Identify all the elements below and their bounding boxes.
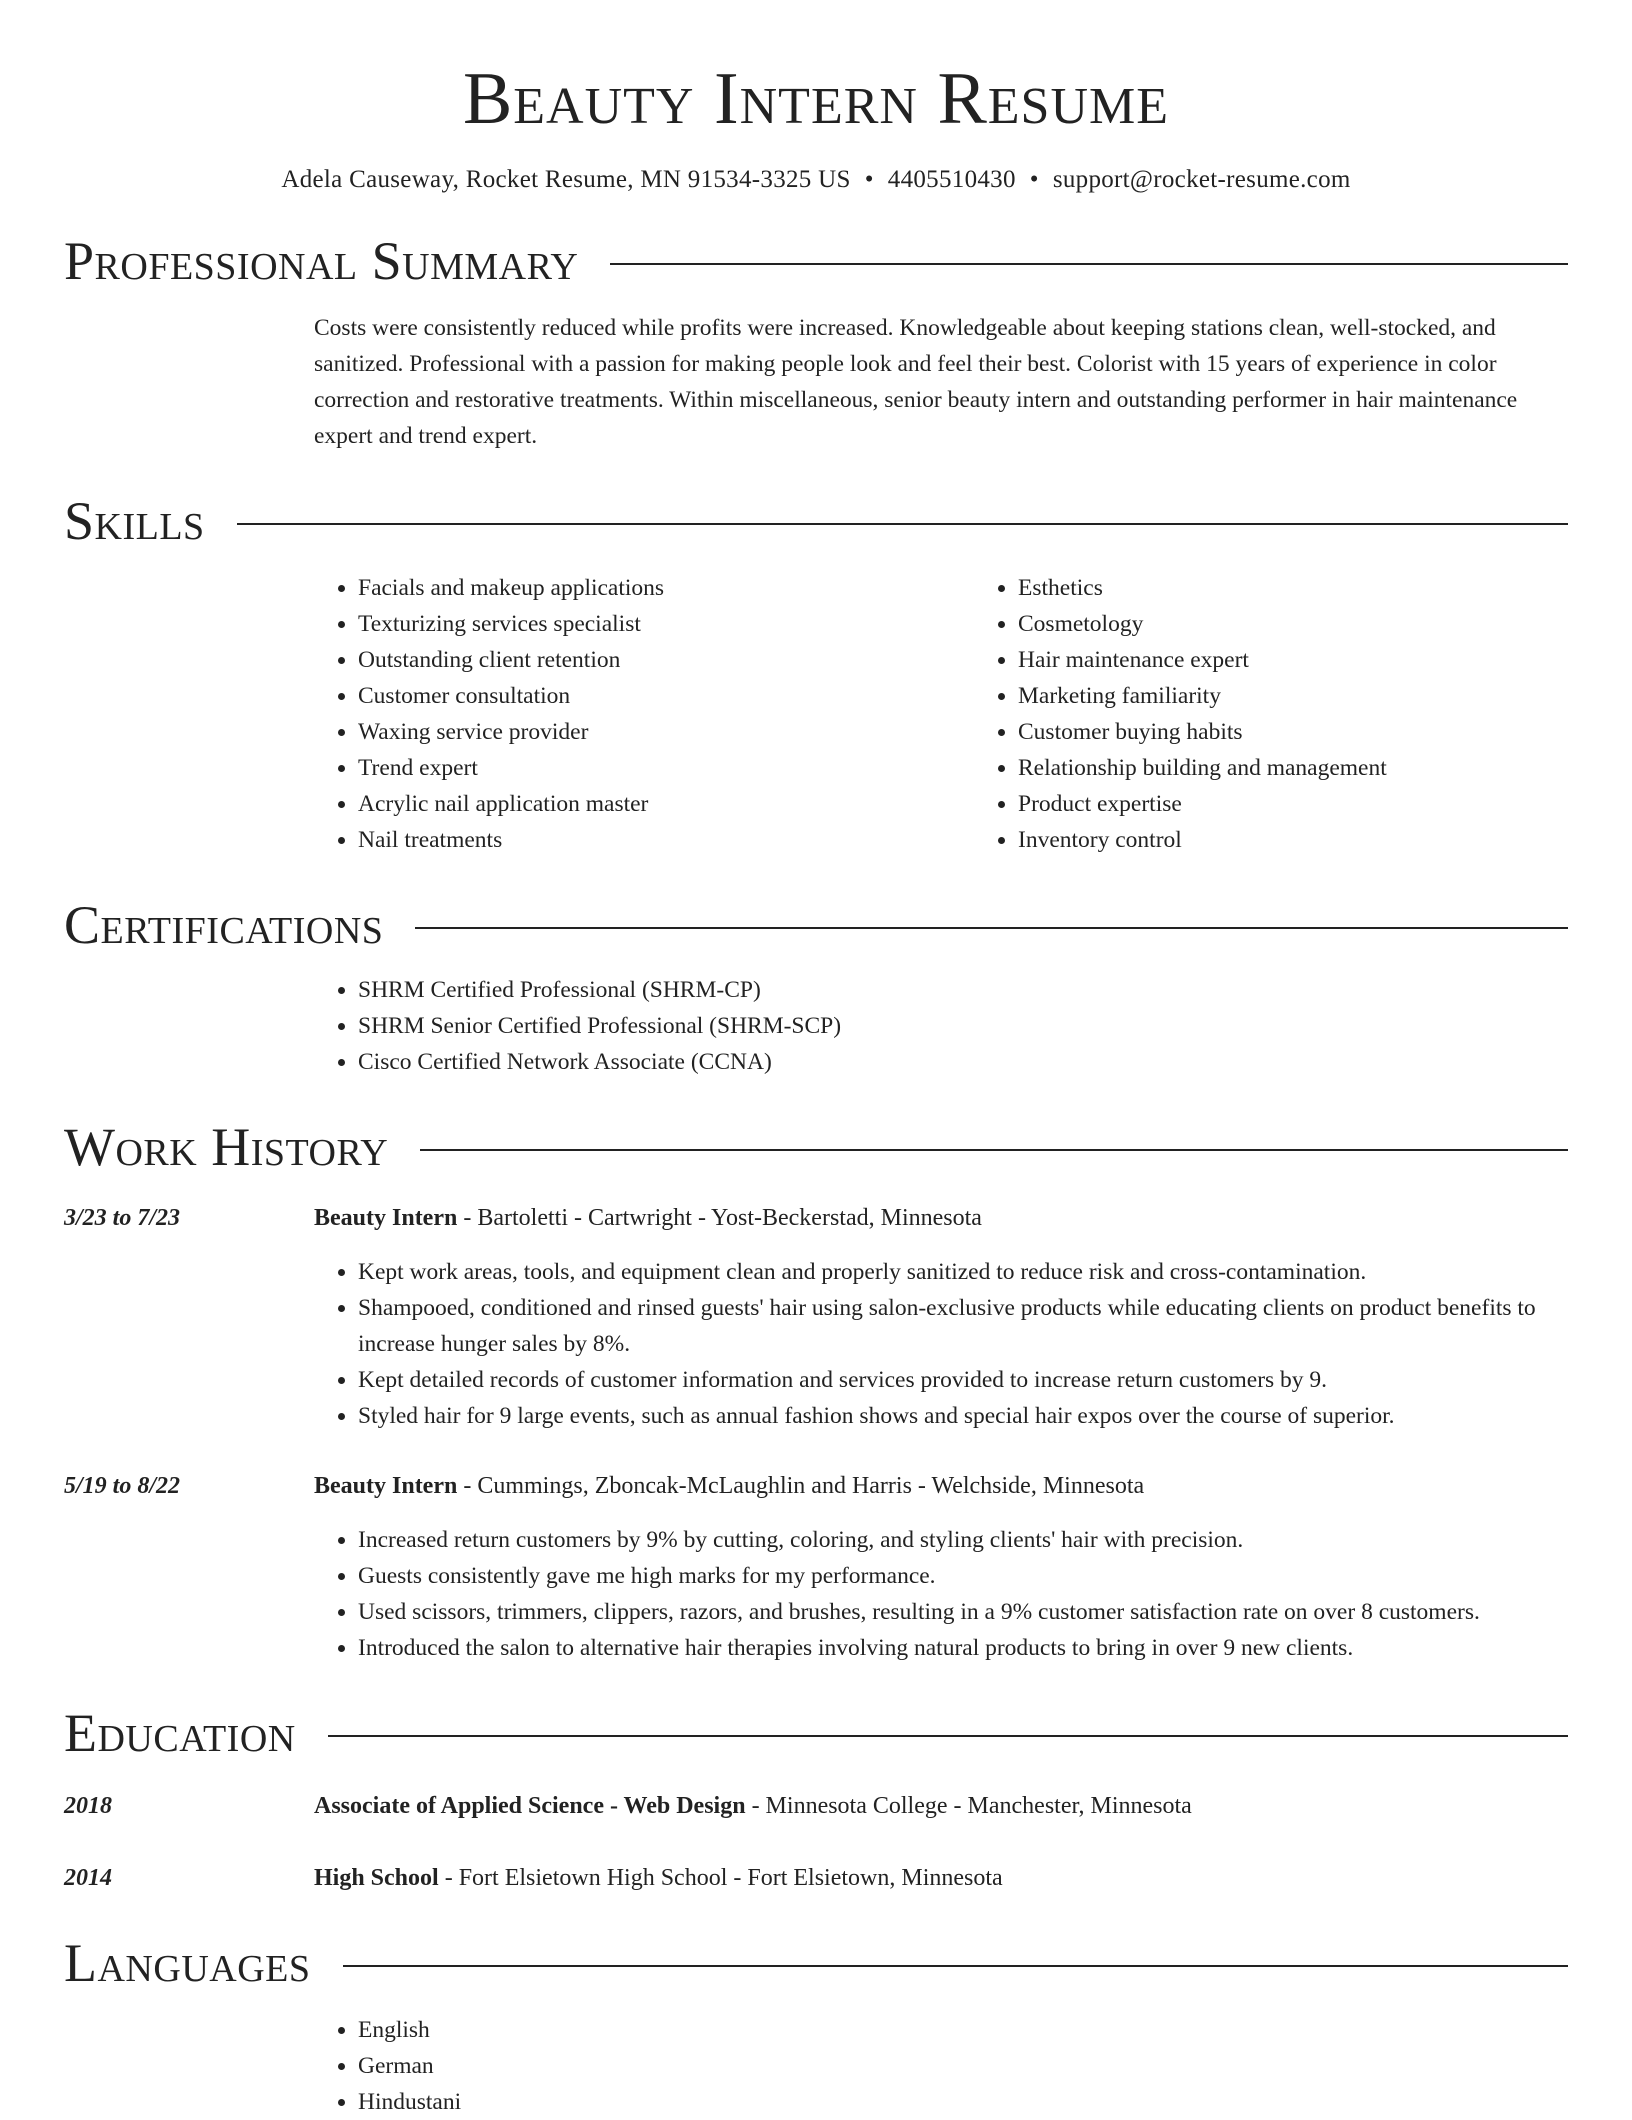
language-item: • Hindustani (358, 2084, 1558, 2120)
skill-item: • Cosmetology (1018, 606, 1632, 642)
certifications-list (314, 972, 1558, 1080)
certification-item: • Cisco Certified Network Associate (CCNA) (358, 1044, 1558, 1080)
section-divider (415, 927, 1568, 929)
section-divider (610, 263, 1568, 265)
contact-email: support@rocket-resume.com (1052, 166, 1351, 193)
job-bullet: • Shampooed, conditioned and rinsed guests' hair using salon-exclusive products while educating clients on product benefits to increase hunger sales by 8%. (358, 1290, 1558, 1362)
job-bullet: • Introduced the salon to alternative hair therapies involving natural products to bring in over 9 new clients. (358, 1630, 1558, 1666)
job-bullets (270, 1254, 1558, 1434)
job-bullet: • Kept work areas, tools, and equipment clean and properly sanitized to reduce risk and cross-contamination. (358, 1254, 1558, 1290)
job-employer: - Bartoletti - Cartwright - Yost-Beckerstad, Minnesota (457, 1205, 982, 1231)
job-title: Beauty Intern (314, 1473, 458, 1499)
skill-item: • Nail treatments (358, 822, 974, 858)
skill-item: • Customer consultation (358, 678, 974, 714)
skills-column-left (314, 570, 974, 858)
skill-item: • Trend expert (358, 750, 974, 786)
summary-text: Costs were consistently reduced while profits were increased. Knowledgeable about keeping stations clean, well-stocked, and sanitized. Professional with a passion for making people look and feel their best. Colorist with 15 years of experience in color correction and restorative treatments. Within miscellaneous, senior beauty intern and outstanding performer in hair maintenance expert and trend expert. (314, 315, 1518, 449)
skill-item: • Product expertise (1018, 786, 1632, 822)
skill-item: • Marketing familiarity (1018, 678, 1632, 714)
certification-item: • SHRM Senior Certified Professional (SHRM-SCP) (358, 1008, 1558, 1044)
education-entry (64, 1788, 1568, 1824)
education-entry (64, 1860, 1568, 1896)
skill-item: • Inventory control (1018, 822, 1632, 858)
skill-item: • Relationship building and management (1018, 750, 1632, 786)
work-history-list (64, 1200, 1568, 1666)
job-entry (64, 1200, 1568, 1434)
job-heading (314, 1468, 1558, 1504)
job-heading (314, 1200, 1558, 1236)
skill-item: • Customer buying habits (1018, 714, 1632, 750)
section-header-certifications (64, 895, 1568, 955)
education-year: 2014 (64, 1865, 112, 1891)
job-bullet: • Guests consistently gave me high marks for my performance. (358, 1558, 1558, 1594)
skill-item: • Outstanding client retention (358, 642, 974, 678)
job-employer: - Cummings, Zboncak-McLaughlin and Harris - Welchside, Minnesota (457, 1473, 1145, 1499)
skill-item: • Facials and makeup applications (358, 570, 974, 606)
section-title-summary: Professional Summary (64, 231, 579, 291)
job-bullet: • Styled hair for 9 large events, such as annual fashion shows and special hair expos over the course of superior. (358, 1398, 1558, 1434)
section-header-languages (64, 1933, 1568, 1993)
job-dates: 3/23 to 7/23 (64, 1205, 181, 1231)
job-entry (64, 1468, 1568, 1666)
section-title-education: Education (64, 1703, 296, 1763)
language-item: • English (358, 2012, 1558, 2048)
skill-item: • Waxing service provider (358, 714, 974, 750)
section-title-skills: Skills (64, 491, 205, 551)
education-list (64, 1788, 1568, 1896)
section-title-languages: Languages (64, 1933, 311, 1993)
section-divider (237, 523, 1568, 525)
job-title: Beauty Intern (314, 1205, 458, 1231)
education-school: - Minnesota College - Manchester, Minnesota (745, 1793, 1192, 1819)
job-dates: 5/19 to 8/22 (64, 1473, 181, 1499)
contact-address: Adela Causeway, Rocket Resume, MN 91534-3325 US (281, 166, 851, 193)
section-header-education (64, 1703, 1568, 1763)
job-bullet: • Used scissors, trimmers, clippers, razors, and brushes, resulting in a 9% customer satisfaction rate on over 8 customers. (358, 1594, 1558, 1630)
certification-item: • SHRM Certified Professional (SHRM-CP) (358, 972, 1558, 1008)
languages-list (314, 2012, 1558, 2120)
section-divider (328, 1735, 1568, 1737)
resume-title: Beauty Intern Resume (462, 58, 1170, 140)
contact-line (64, 166, 1568, 194)
job-bullet: • Kept detailed records of customer information and services provided to increase return customers by 9. (358, 1362, 1558, 1398)
section-header-work-history (64, 1117, 1568, 1177)
section-divider (343, 1965, 1569, 1967)
job-bullets (270, 1522, 1558, 1666)
language-item: • German (358, 2048, 1558, 2084)
education-degree: High School (314, 1865, 439, 1891)
skill-item: • Esthetics (1018, 570, 1632, 606)
section-divider (420, 1149, 1568, 1151)
job-bullet: • Increased return customers by 9% by cutting, coloring, and styling clients' hair with precision. (358, 1522, 1558, 1558)
section-header-summary (64, 231, 1568, 291)
contact-separator: • (1029, 166, 1039, 193)
education-year: 2018 (64, 1793, 112, 1819)
skill-item: • Texturizing services specialist (358, 606, 974, 642)
education-degree: Associate of Applied Science - Web Design (314, 1793, 746, 1819)
education-school: - Fort Elsietown High School - Fort Elsietown, Minnesota (438, 1865, 1003, 1891)
contact-phone: 4405510430 (887, 166, 1016, 193)
section-title-certifications: Certifications (64, 895, 384, 955)
section-title-work-history: Work History (64, 1117, 389, 1177)
contact-separator: • (864, 166, 874, 193)
skill-item: • Hair maintenance expert (1018, 642, 1632, 678)
skills-column-right (974, 570, 1632, 858)
section-header-skills (64, 491, 1568, 551)
skill-item: • Acrylic nail application master (358, 786, 974, 822)
skills-grid (314, 570, 1558, 858)
